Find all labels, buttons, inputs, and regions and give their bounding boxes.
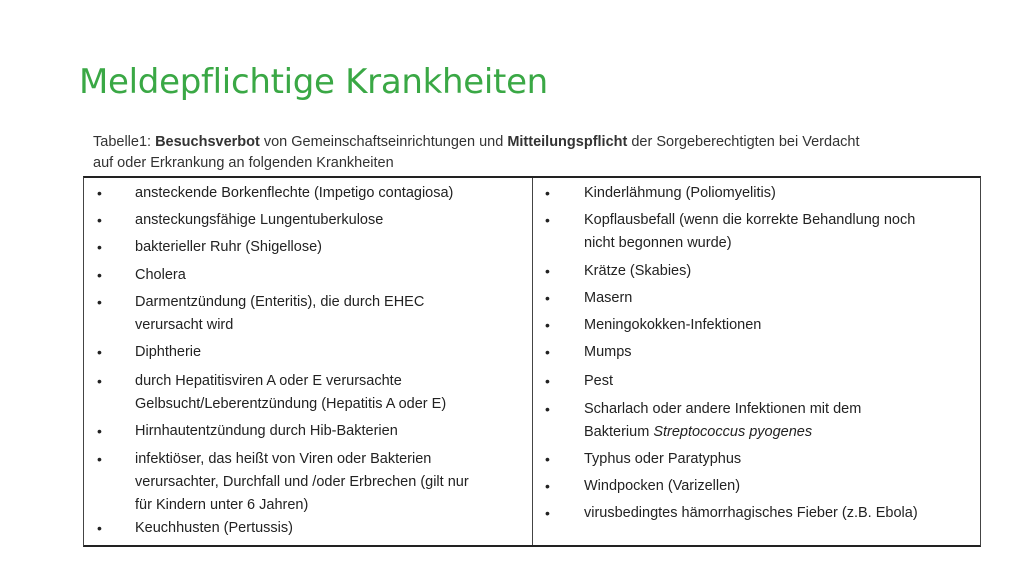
list-item-line: Meningokokken-Infektionen <box>584 317 762 333</box>
list-item-text <box>135 264 526 287</box>
list-item-text <box>135 517 526 540</box>
list-item-line: virusbedingtes hämorrhagisches Fieber (z.B. Ebola) <box>584 505 918 521</box>
list-item-line: verursachter, Durchfall und /oder Erbrechen (gilt nur <box>135 474 469 490</box>
list-item-text <box>135 420 526 443</box>
list-item-line: Diphtherie <box>135 344 202 360</box>
list-item-line: Krätze (Skabies) <box>584 263 692 279</box>
bullet-icon: • <box>97 344 102 360</box>
list-item-text <box>135 291 526 337</box>
list-item-line: Mumps <box>584 344 632 360</box>
right-column <box>533 178 980 545</box>
bullet-icon: • <box>545 401 550 417</box>
bullet-icon: • <box>545 451 550 467</box>
list-item-line: Windpocken (Varizellen) <box>584 478 741 494</box>
species-name: Streptococcus pyogenes <box>653 424 813 440</box>
list-item-text <box>584 182 974 205</box>
list-item-line: Masern <box>584 290 633 306</box>
list-item-text <box>135 236 526 259</box>
bullet-icon: • <box>97 239 102 255</box>
left-column <box>84 178 533 545</box>
list-item-line: Cholera <box>135 267 186 283</box>
bullet-icon: • <box>97 520 102 536</box>
bullet-icon: • <box>97 212 102 228</box>
list-item-text <box>584 209 974 255</box>
list-item-line: ansteckende Borkenflechte (Impetigo contagiosa) <box>135 185 454 201</box>
bullet-icon: • <box>545 185 550 201</box>
bullet-icon: • <box>97 373 102 389</box>
list-item-text <box>584 341 974 364</box>
list-item-text <box>135 182 526 205</box>
right-disease-list <box>533 178 980 545</box>
list-item-line: Hirnhautentzündung durch Hib-Bakterien <box>135 423 398 439</box>
table-caption <box>93 132 973 174</box>
list-item-text <box>135 370 526 416</box>
bullet-icon: • <box>97 423 102 439</box>
caption-prefix: Tabelle1: <box>93 134 156 150</box>
bullet-icon: • <box>545 290 550 306</box>
bullet-icon: • <box>97 451 102 467</box>
list-item-line: bakterieller Ruhr (Shigellose) <box>135 239 322 255</box>
list-item-text <box>135 448 526 517</box>
list-item-line: für Kindern unter 6 Jahren) <box>135 497 309 513</box>
list-item-line: ansteckungsfähige Lungentuberkulose <box>135 212 384 228</box>
list-item-line: infektiöser, das heißt von Viren oder Bakterien <box>135 451 432 467</box>
list-item-line: Pest <box>584 373 614 389</box>
list-item-text <box>584 502 974 525</box>
slide-title: Meldepflichtige Krankheiten <box>79 62 548 102</box>
list-item-line: Scharlach oder andere Infektionen mit dem <box>584 401 862 417</box>
bullet-icon: • <box>97 185 102 201</box>
bullet-icon: • <box>545 373 550 389</box>
list-item-text <box>584 287 974 310</box>
bullet-icon: • <box>545 478 550 494</box>
list-item-text <box>584 475 974 498</box>
caption-line2: auf oder Erkrankung an folgenden Krankheiten <box>93 155 394 171</box>
list-item-text <box>135 209 526 232</box>
list-item-text <box>584 370 974 393</box>
left-disease-list <box>84 178 532 545</box>
caption-bold-besuchsverbot: Besuchsverbot <box>155 134 260 150</box>
caption-bold-mitteilungspflicht: Mitteilungspflicht <box>507 134 628 150</box>
bullet-icon: • <box>97 294 102 310</box>
bullet-icon: • <box>97 267 102 283</box>
caption-middle: von Gemeinschaftseinrichtungen und <box>259 134 508 150</box>
list-item-line: Kopflausbefall (wenn die korrekte Behandlung noch <box>584 212 916 228</box>
list-item-line: nicht begonnen wurde) <box>584 235 732 251</box>
list-item-text <box>584 314 974 337</box>
bullet-icon: • <box>545 344 550 360</box>
list-item-line <box>584 421 974 444</box>
bullet-icon: • <box>545 505 550 521</box>
list-item-text <box>584 260 974 283</box>
bullet-icon: • <box>545 263 550 279</box>
bullet-icon: • <box>545 212 550 228</box>
list-item-text <box>135 341 526 364</box>
list-item-line: Keuchhusten (Pertussis) <box>135 520 293 536</box>
list-item-line: Kinderlähmung (Poliomyelitis) <box>584 185 776 201</box>
list-item-line: Gelbsucht/Leberentzündung (Hepatitis A oder E) <box>135 396 447 412</box>
list-item-text <box>584 448 974 471</box>
list-item-line-prefix: Bakterium <box>584 424 654 440</box>
list-item-line: Darmentzündung (Enteritis), die durch EHEC <box>135 294 425 310</box>
list-item-line: Typhus oder Paratyphus <box>584 451 742 467</box>
disease-table <box>83 176 981 547</box>
bullet-icon: • <box>545 317 550 333</box>
list-item-line: verursacht wird <box>135 317 234 333</box>
list-item-text <box>584 398 974 444</box>
list-item-line: durch Hepatitisviren A oder E verursachte <box>135 373 402 389</box>
caption-suffix: der Sorgeberechtigten bei Verdacht <box>627 134 860 150</box>
